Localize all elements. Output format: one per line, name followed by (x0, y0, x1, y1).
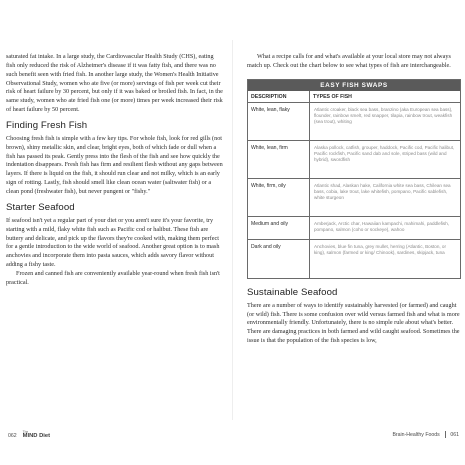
column-header-description: DESCRIPTION (248, 91, 310, 102)
left-column (6, 53, 224, 288)
row-description: White, lean, flaky (248, 103, 310, 140)
table-row (248, 179, 460, 217)
row-fish-types: Anchovies, blue fin tuna, grey mullet, herring (Atlantic, Boston, or king), salmon (farmed or king/ Chinook), sardines, skipjack, tuna (314, 243, 447, 255)
table-row (248, 217, 460, 240)
table-row (248, 103, 460, 141)
chapter-title: Brain-Healthy Foods (392, 431, 440, 438)
finding-fresh-fish-heading: Finding Fresh Fish (6, 119, 88, 131)
table-row (248, 141, 460, 179)
fish-swaps-table (247, 79, 461, 279)
row-fish-types: Atlantic shad, Alaskan hake, California white sea bass, Chilean sea bass, cobia, lake trout, lake whitefish, pompano, Pacific sablefish, white sturgeon (314, 182, 451, 200)
table-row (248, 240, 460, 278)
right-column (247, 53, 461, 346)
finding-fresh-fish-paragraph: Choosing fresh fish is simple with a few key tips. For whole fish, look for red gills (not brown), shiny metallic skin, and clear, bright eyes, both of which fade or dull when a fish has passed its peak. Gently press into the flesh of the fish and see how quickly the indentation disappears. Fresh fish has firm and resilient flesh without any gaps between layers. If there is liquid on the fish, it should run clear and not milky, which is an early sign of rotting. Lastly, fish should smell like clean ocean water (saltwater fish) or a clean pond (freshwater fish), but never pungent or "fishy." (6, 134, 223, 195)
sustainable-seafood-paragraph: There are a number of ways to identify sustainably harvested (or farmed) and caught (or wild) fish. There is some confusion over wild versus farmed fish and what is more environmentally friendly. Unfortunately, there is no simple rule about what's better. There are damaging practices in both farmed and wild caught seafood. Sometimes the issue is that the population of the fish species is low, (247, 301, 460, 345)
left-footer (8, 431, 50, 440)
right-page-number: 061 (450, 431, 459, 438)
right-page (233, 0, 465, 465)
book-title-name: MIND Diet (22, 433, 51, 440)
row-description: White, lean, firm (248, 141, 310, 178)
book-title-prefix: The (22, 430, 29, 434)
starter-seafood-heading: Starter Seafood (6, 201, 75, 213)
starter-seafood-paragraph-2: Frozen and canned fish are conveniently available year-round when fresh fish isn't practical. (6, 269, 220, 286)
table-title: EASY FISH SWAPS (248, 80, 460, 91)
row-description: White, firm, oily (248, 179, 310, 216)
row-fish-types: Alaska pollock, catfish, grouper, haddock, Pacific cod, Pacific halibut, Pacific rockfish, Pacific sand dab and sole, striped bass (wild and hybrid), swordfish (314, 144, 455, 162)
starter-seafood-paragraph: If seafood isn't yet a regular part of your diet or you aren't sure it's your favorite, try starting with a mild, flaky white fish such as Pacific cod or halibut. These fish are buttery and delicate, and pick up the flavors they're cooked with, making them perfect for a gentle introduction to the wide world of seafood. Another great option is to mash anchovies and incorporate them into pasta sauces, which adds savory flavor without adding a fishy taste. (6, 216, 220, 269)
row-description: Medium and oily (248, 217, 310, 239)
sustainable-seafood-heading: Sustainable Seafood (247, 286, 338, 298)
left-page-number: 062 (8, 432, 17, 439)
footer-divider (445, 431, 446, 438)
table-header-row (248, 91, 460, 103)
intro-paragraph: saturated fat intake. In a large study, the Cardiovascular Health Study (CHS), eating fish only reduced the risk of Alzheimer's disease if it was fatty fish, and there was no such benefit seen with fried fish. In another large study, the Women's Health Initiative Observational Study, women who ate five (or more) servings of fish per week cut their risk of heart failure by 30 percent, but only if it was baked or broiled fish. In fact, in the same study, women who ate fried fish one (or more) times per week increased their risk of heart failure by 50 percent. (6, 53, 223, 114)
right-intro-paragraph: What a recipe calls for and what's available at your local store may not always match up. Check out the chart below to see what types of fish are interchangeable. (247, 53, 451, 69)
book-title (23, 431, 50, 440)
row-fish-types: Atlantic croaker, black sea bass, branzino (aka European sea bass), flounder, rainbow smelt, red snapper, tilapia, rainbow trout, weakfish (sea trout), whiting (314, 106, 453, 124)
row-description: Dark and oily (248, 240, 310, 278)
right-footer (392, 431, 459, 438)
column-header-types: TYPES OF FISH (313, 93, 352, 100)
row-fish-types: Amberjack, Arctic char, Hawaiian kampachi, mahimahi, paddlefish, pompano, salmon (coho or sockeye), wahoo (314, 220, 450, 232)
